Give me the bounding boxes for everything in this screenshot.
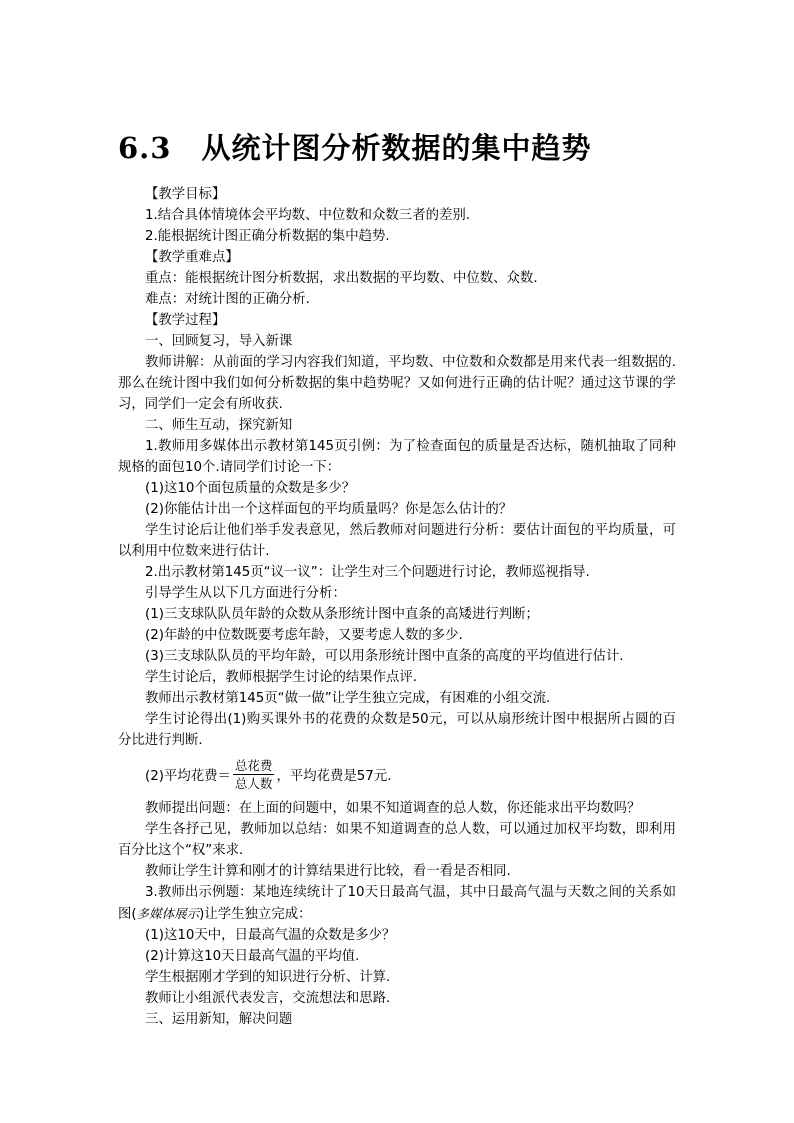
paragraph: 教师讲解：从前面的学习内容我们知道，平均数、中位数和众数都是用来代表一组数据的.那么在统计图中我们如何分析数据的集中趋势呢？又如何进行正确的估计呢？通过这节课的学习，同学们一定会有所收获. — [118, 355, 676, 412]
heading-key-points: 【教学重难点】 — [145, 250, 239, 265]
paragraph: 教师提出问题：在上面的问题中，如果不知道调查的总人数，你还能求出平均数吗？ — [145, 801, 641, 816]
fraction-numerator: 总花费 — [234, 758, 273, 773]
list-item: (1)三支球队队员年龄的众数从条形统计图中直条的高矮进行判断； — [145, 607, 539, 622]
paragraph: 难点：对统计图的正确分析. — [145, 292, 310, 307]
paragraph: 1.结合具体情境体会平均数、中位数和众数三者的差别. — [145, 208, 471, 223]
paragraph — [118, 882, 676, 925]
section-heading: 三、运用新知，解决问题 — [145, 1012, 293, 1027]
paragraph: 2.出示教材第145页“议一议”：让学生对三个问题进行讨论，教师巡视指导. — [145, 565, 590, 580]
section-title: 从统计图分析数据的集中趋势 — [201, 131, 592, 165]
paragraph: 2.能根据统计图正确分析数据的集中趋势. — [145, 229, 390, 244]
paragraph: 教师让小组派代表发言，交流想法和思路. — [145, 991, 391, 1006]
paragraph: 学生各抒己见，教师加以总结：如果不知道调查的总人数，可以通过加权平均数，即利用百分比这个“权”来求. — [118, 822, 676, 858]
paragraph: 教师出示教材第145页“做一做”让学生独立完成，有困难的小组交流. — [145, 691, 551, 706]
question: (1)这10天中，日最高气温的众数是多少？ — [145, 928, 396, 943]
question: (1)这10个面包质量的众数是多少？ — [145, 481, 356, 496]
section-heading: 一、回顾复习，导入新课 — [145, 334, 293, 349]
heading-objectives: 【教学目标】 — [145, 187, 226, 202]
example-text-end: )让学生独立完成： — [199, 907, 312, 922]
paragraph: 1.教师用多媒体出示教材第145页引例：为了检查面包的质量是否达标，随机抽取了同种规格的面包10个.请同学们讨论一下： — [118, 439, 676, 475]
question: (2)计算这10天日最高气温的平均值. — [145, 949, 360, 964]
formula-prefix: (2)平均花费＝ — [145, 769, 231, 784]
section-number: 6.3 — [118, 131, 172, 165]
body-text — [118, 184, 676, 1030]
paragraph: 学生讨论后，教师根据学生讨论的结果作点评. — [145, 670, 418, 685]
paragraph: 引导学生从以下几方面进行分析： — [145, 586, 346, 601]
paragraph: 教师让学生计算和刚才的计算结果进行比较，看一看是否相同. — [145, 864, 511, 879]
formula-suffix: ，平均花费是57元. — [276, 769, 392, 784]
example-text: 3.教师出示例题：某地连续统计了10天日最高气温，其中日最高气温与天数之间的关系如图( — [118, 885, 676, 922]
paragraph: 学生讨论后让他们举手发表意见，然后教师对问题进行分析：要估计面包的平均质量，可以利用中位数来进行估计. — [118, 523, 676, 559]
fraction — [233, 757, 275, 792]
list-item: (3)三支球队队员的平均年龄，可以用条形统计图中直条的高度的平均值进行估计. — [145, 649, 624, 664]
formula-line — [118, 751, 676, 798]
paragraph: 重点：能根据统计图分析数据，求出数据的平均数、中位数、众数. — [145, 271, 538, 286]
heading-process: 【教学过程】 — [145, 313, 226, 328]
paragraph: 学生讨论得出(1)购买课外书的花费的众数是50元，可以从扇形统计图中根据所占圆的百分比进行判断. — [118, 712, 676, 748]
page-title — [118, 126, 591, 167]
question: (2)你能估计出一个这样面包的平均质量吗？你是怎么估计的？ — [145, 502, 513, 517]
fraction-denominator: 总人数 — [234, 776, 273, 791]
list-item: (2)年龄的中位数既要考虑年龄，又要考虑人数的多少. — [145, 628, 463, 643]
section-heading: 二、师生互动，探究新知 — [145, 418, 293, 433]
media-note: 多媒体展示 — [136, 906, 200, 921]
paragraph: 学生根据刚才学到的知识进行分析、计算. — [145, 970, 391, 985]
